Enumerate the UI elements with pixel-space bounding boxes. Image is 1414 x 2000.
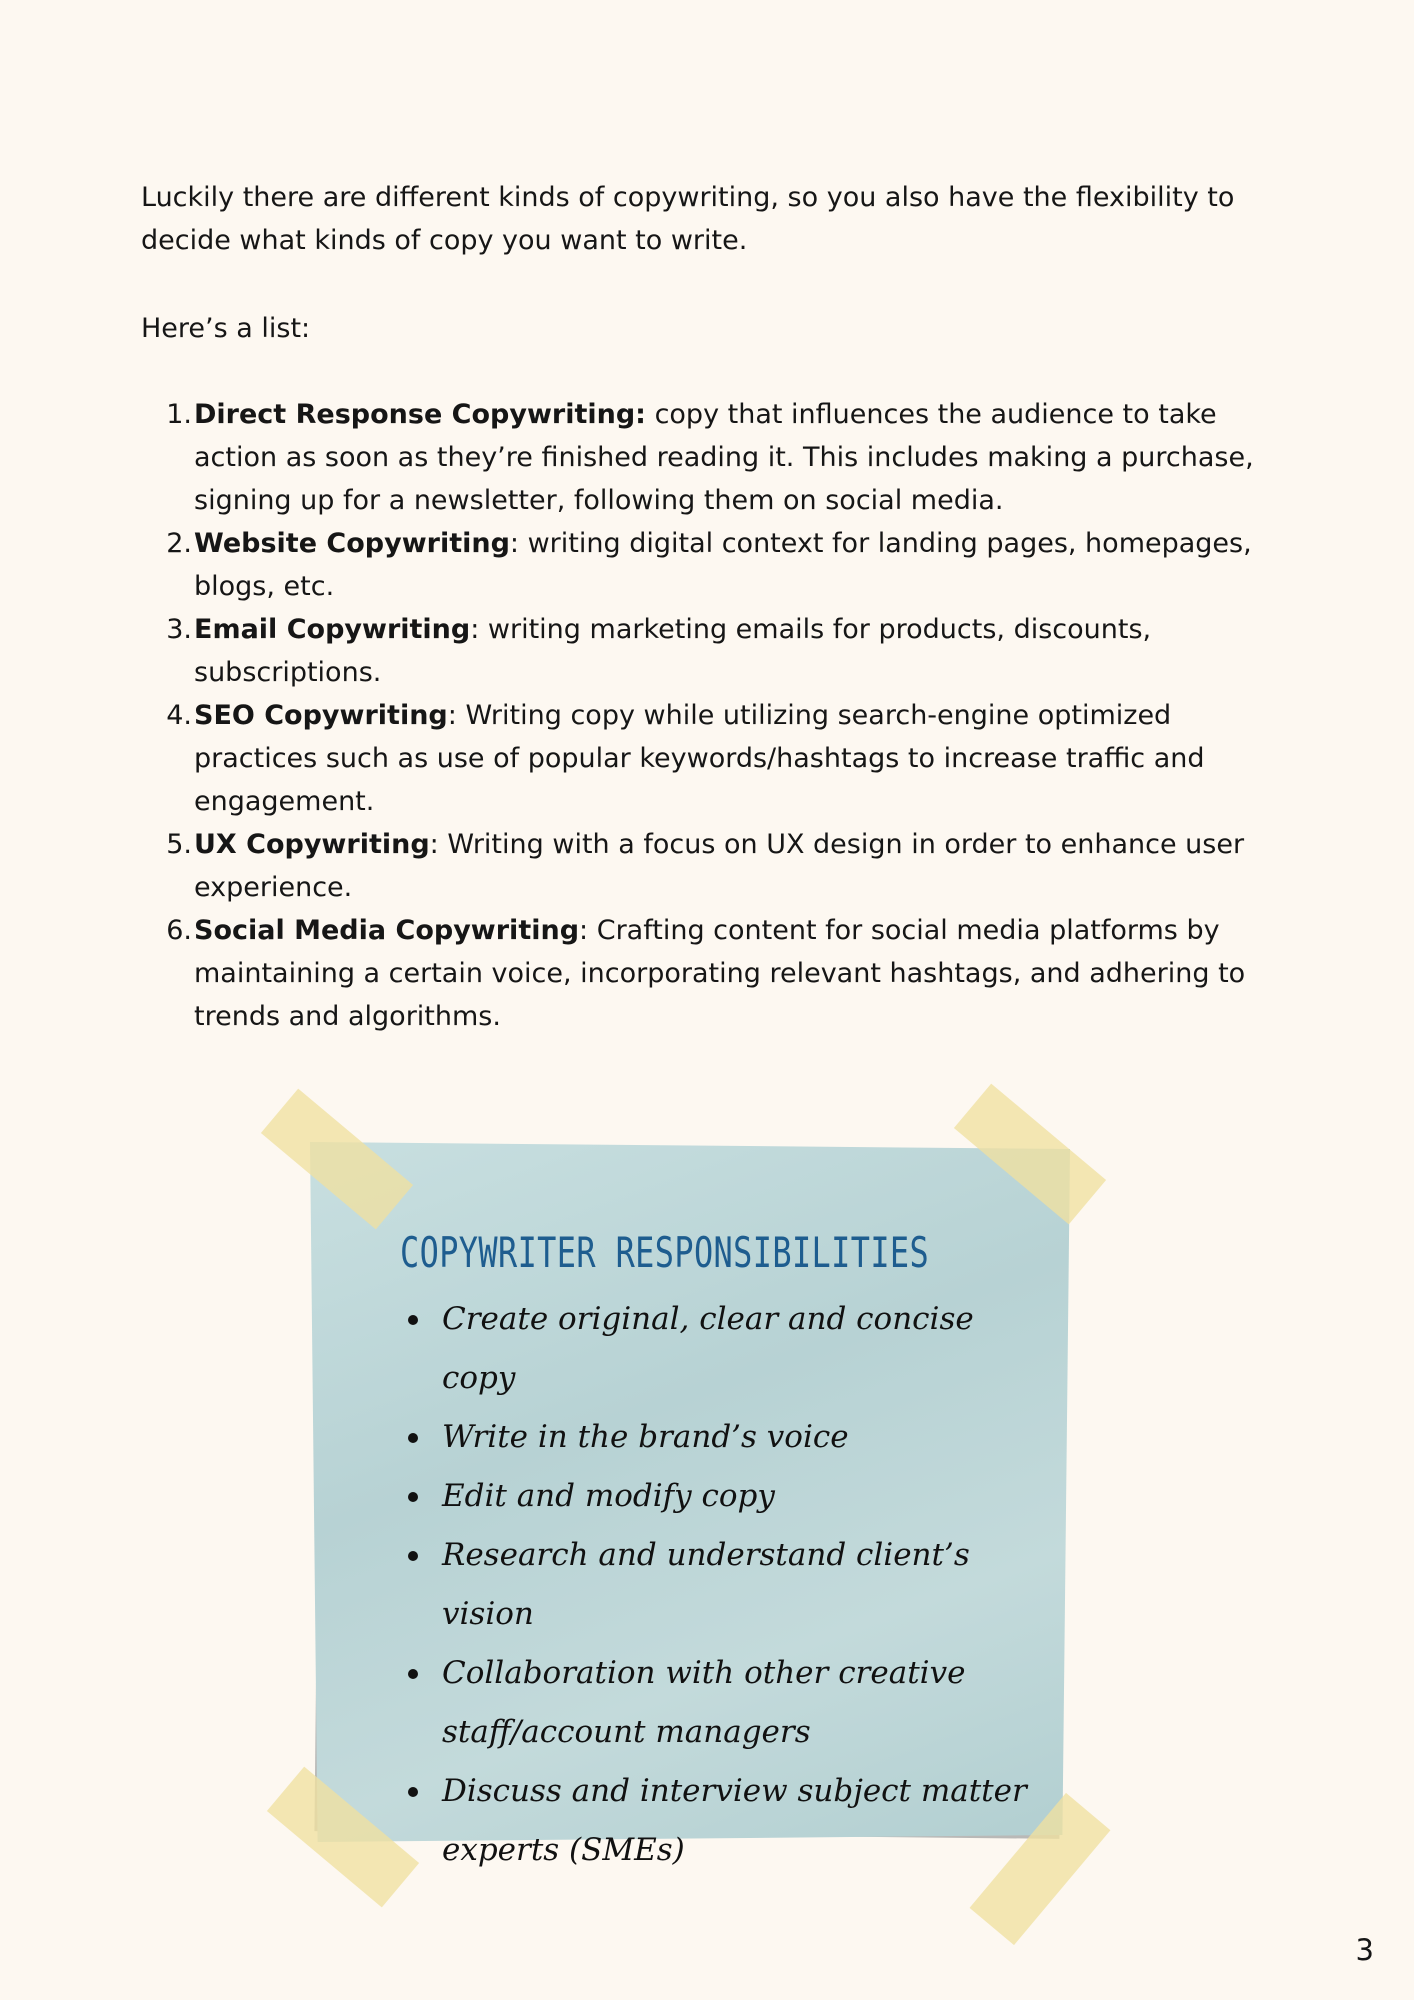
note-title: COPYWRITER RESPONSIBILITIES <box>400 1228 930 1277</box>
list-item <box>141 823 1301 909</box>
item-term: Direct Response Copywriting: <box>194 399 646 430</box>
item-description: copy that influences the audience to take action as soon as they’re finished reading it. This includes making a purchase, signing up for a newsletter, following them on social media. <box>194 399 1254 516</box>
list-item <box>141 393 1301 522</box>
item-description: : Writing with a focus on UX design in order to enhance user experience. <box>194 829 1245 903</box>
page-number: 3 <box>1355 1933 1374 1967</box>
list-lead-in: Here’s a list: <box>141 313 311 344</box>
intro-paragraph: Luckily there are different kinds of copywriting, so you also have the flexibility to decide what kinds of copy you want to write. <box>141 182 1235 256</box>
item-number: 1. <box>166 399 192 430</box>
list-item: Research and understand client’s vision <box>400 1526 1040 1644</box>
copywriting-types-list <box>141 393 1301 1038</box>
list-item: Discuss and interview subject matter experts (SMEs) <box>400 1762 1040 1880</box>
item-number: 4. <box>166 700 192 731</box>
list-item: Create original, clear and concise copy <box>400 1290 1040 1408</box>
item-number: 3. <box>166 614 192 645</box>
item-term: Website Copywriting <box>194 528 510 559</box>
item-number: 5. <box>166 829 192 860</box>
item-description: : Crafting content for social media platforms by maintaining a certain voice, incorporating relevant hashtags, and adhering to trends and algorithms. <box>194 915 1246 1032</box>
list-item: Write in the brand’s voice <box>400 1408 1040 1467</box>
item-term: UX Copywriting <box>194 829 430 860</box>
item-description: : Writing copy while utilizing search-engine optimized practices such as use of popular keywords/hashtags to increase traffic and engagement. <box>194 700 1205 817</box>
list-item: Collaboration with other creative staff/account managers <box>400 1644 1040 1762</box>
item-description: : writing digital context for landing pages, homepages, blogs, etc. <box>194 528 1252 602</box>
item-number: 2. <box>166 528 192 559</box>
responsibilities-list <box>400 1290 1040 1880</box>
list-item <box>141 694 1301 823</box>
item-number: 6. <box>166 915 192 946</box>
list-item: Edit and modify copy <box>400 1467 1040 1526</box>
item-term: Social Media Copywriting <box>194 915 580 946</box>
list-item <box>141 608 1301 694</box>
item-term: SEO Copywriting <box>194 700 448 731</box>
item-description: : writing marketing emails for products, discounts, subscriptions. <box>194 614 1152 688</box>
list-item <box>141 909 1301 1038</box>
list-item <box>141 522 1301 608</box>
item-term: Email Copywriting <box>194 614 471 645</box>
